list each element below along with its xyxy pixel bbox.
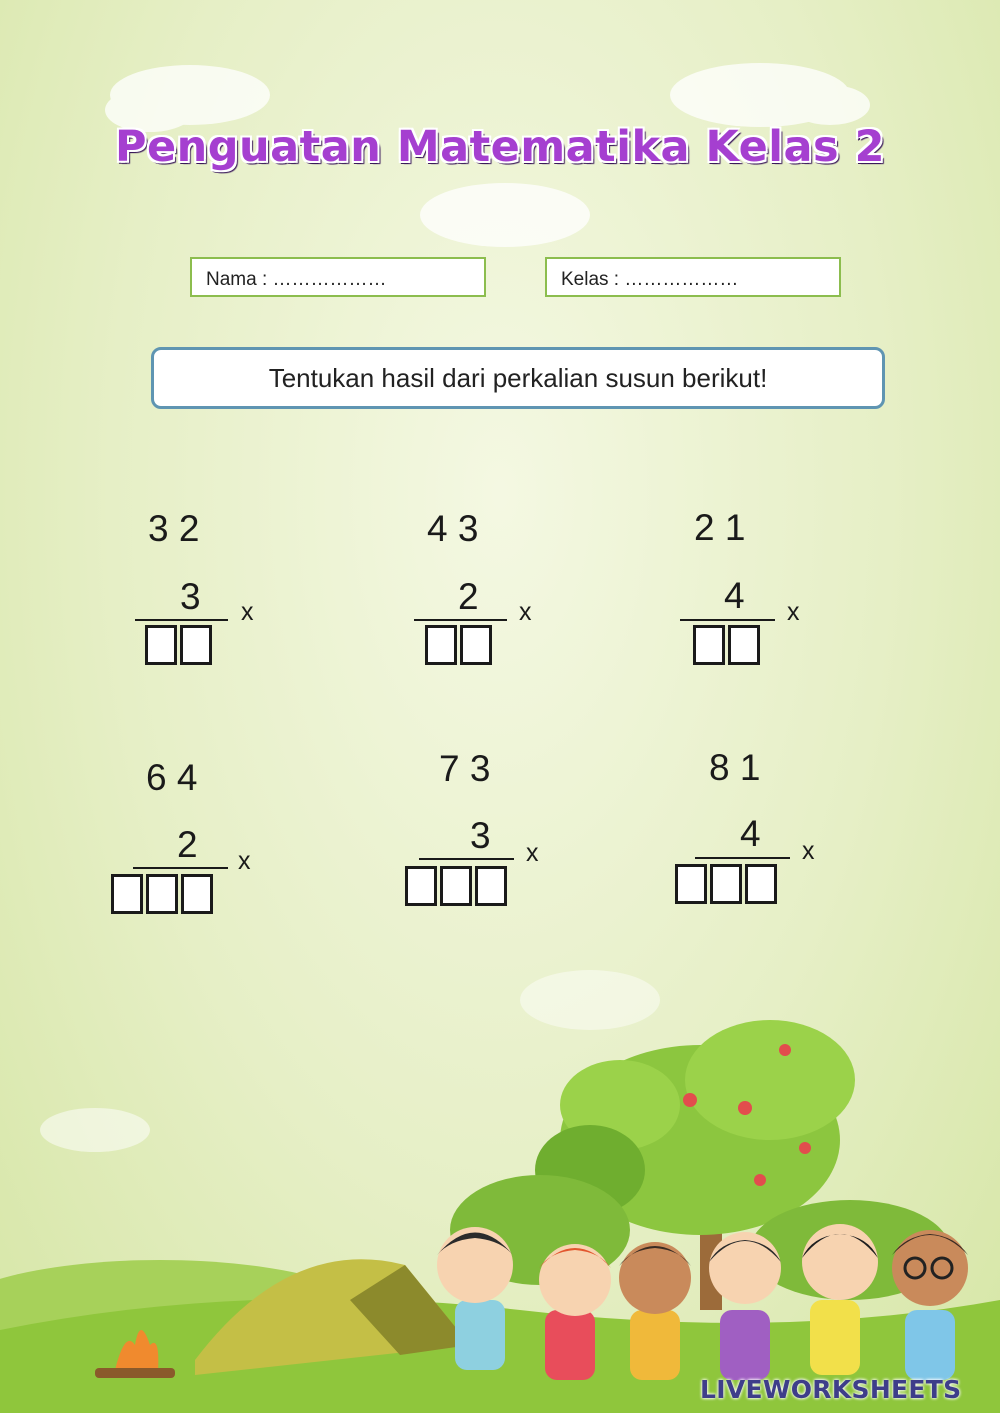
multiplier: 3 <box>470 815 491 856</box>
result-line <box>419 858 514 860</box>
answer-boxes <box>145 625 215 665</box>
answer-box[interactable] <box>145 625 177 665</box>
answer-box[interactable] <box>460 625 492 665</box>
multiplier: 4 <box>740 813 761 854</box>
answer-box[interactable] <box>693 625 725 665</box>
result-line <box>680 619 775 621</box>
answer-box[interactable] <box>405 866 437 906</box>
multiplier: 2 <box>177 824 198 865</box>
multiplicand: 2 1 <box>694 507 746 548</box>
result-line <box>695 857 790 859</box>
clouds <box>40 63 870 1152</box>
answer-box[interactable] <box>440 866 472 906</box>
answer-box[interactable] <box>745 864 777 904</box>
page-title: Penguatan Matematika Kelas 2 <box>114 122 886 172</box>
instruction-box: Tentukan hasil dari perkalian susun berikut! <box>151 347 885 409</box>
answer-box[interactable] <box>180 625 212 665</box>
answer-box[interactable] <box>111 874 143 914</box>
answer-box[interactable] <box>675 864 707 904</box>
multiplicand: 7 3 <box>439 748 491 789</box>
multiplier: 2 <box>458 576 479 617</box>
answer-box[interactable] <box>146 874 178 914</box>
answer-box[interactable] <box>181 874 213 914</box>
multiplicand: 4 3 <box>427 508 479 549</box>
answer-boxes <box>693 625 763 665</box>
answer-boxes <box>675 864 780 904</box>
result-line <box>135 619 228 621</box>
multiply-sign: x <box>519 598 532 626</box>
answer-box[interactable] <box>475 866 507 906</box>
multiply-sign: x <box>241 598 254 626</box>
multiply-sign: x <box>787 598 800 626</box>
answer-boxes <box>405 866 510 906</box>
result-line <box>414 619 507 621</box>
multiplier: 4 <box>724 575 745 616</box>
name-field[interactable]: Nama : ……………… <box>190 257 486 297</box>
answer-box[interactable] <box>425 625 457 665</box>
multiply-sign: x <box>802 837 815 865</box>
watermark: LIVEWORKSHEETS <box>700 1375 962 1404</box>
answer-boxes <box>111 874 216 914</box>
result-line <box>133 867 228 869</box>
multiplier: 3 <box>180 576 201 617</box>
class-field[interactable]: Kelas : ……………… <box>545 257 841 297</box>
multiplicand: 6 4 <box>146 757 198 798</box>
answer-box[interactable] <box>710 864 742 904</box>
multiply-sign: x <box>238 847 251 875</box>
multiply-sign: x <box>526 839 539 867</box>
multiplicand: 3 2 <box>148 508 200 549</box>
answer-box[interactable] <box>728 625 760 665</box>
answer-boxes <box>425 625 495 665</box>
multiplicand: 8 1 <box>709 747 761 788</box>
